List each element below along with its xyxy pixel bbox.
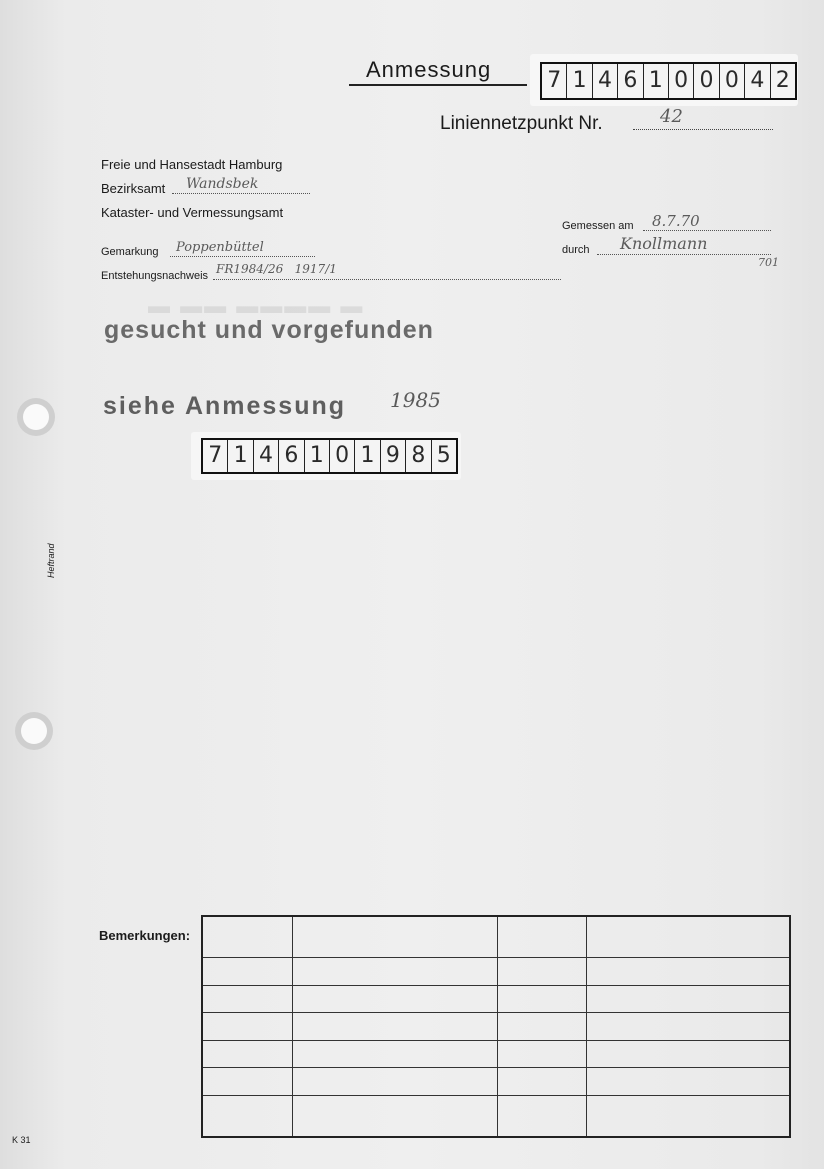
- gemessen-dotline: [643, 230, 771, 231]
- remarks-cell: [292, 1068, 497, 1096]
- remarks-cell: [586, 985, 790, 1013]
- remarks-cell: [497, 1068, 586, 1096]
- stamp-year: 1985: [390, 388, 441, 412]
- remarks-row: [202, 1040, 790, 1068]
- gemarkung-dotline: [170, 256, 315, 257]
- digit-cell: 4: [745, 64, 770, 98]
- remarks-row: [202, 1096, 790, 1137]
- digit-cell: 1: [355, 440, 380, 472]
- digit-cell: 4: [593, 64, 618, 98]
- durch-sub-value: 701: [758, 256, 779, 269]
- remarks-cell: [292, 1013, 497, 1041]
- punch-hole-top: [23, 404, 49, 430]
- remarks-cell: [586, 1096, 790, 1137]
- remarks-cell: [292, 985, 497, 1013]
- remarks-row: [202, 957, 790, 985]
- remarks-cell: [292, 916, 497, 957]
- digit-cell: 8: [406, 440, 431, 472]
- digit-cell: 4: [254, 440, 279, 472]
- digit-cell: 7: [542, 64, 567, 98]
- digit-cell: 6: [279, 440, 304, 472]
- form-code: K 31: [12, 1135, 31, 1145]
- remarks-cell: [202, 985, 292, 1013]
- remarks-cell: [202, 916, 292, 957]
- digit-cell: 1: [644, 64, 669, 98]
- digit-cell: 5: [436, 443, 451, 468]
- punch-hole-bottom: [21, 718, 47, 744]
- liniennetzpunkt-label: Liniennetzpunkt Nr.: [440, 113, 603, 134]
- stamp-gesucht: gesucht und vorgefunden: [104, 316, 434, 344]
- title-underline: [349, 84, 527, 86]
- remarks-cell: [292, 1040, 497, 1068]
- remarks-row: [202, 1068, 790, 1096]
- remarks-cell: [202, 1096, 292, 1137]
- authority-line1: Freie und Hansestadt Hamburg: [101, 157, 283, 172]
- durch-value: Knollmann: [620, 234, 708, 253]
- bemerkungen-label: Bemerkungen:: [99, 928, 191, 943]
- liniennetzpunkt-dotline: [633, 129, 773, 130]
- remarks-cell: [586, 1040, 790, 1068]
- digit-cell: 2: [775, 68, 790, 93]
- digit-cell: 0: [669, 64, 694, 98]
- stamp-siehe-anmessung: siehe Anmessung: [103, 392, 347, 420]
- digit-cell: 6: [618, 64, 643, 98]
- entstehung-label: Entstehungsnachweis: [101, 270, 209, 282]
- gemarkung-value: Poppenbüttel: [176, 240, 264, 255]
- entstehung-dotline: [213, 279, 561, 280]
- remarks-cell: [202, 1040, 292, 1068]
- digit-cell: 1: [228, 440, 253, 472]
- digit-cell: 1: [567, 64, 592, 98]
- remarks-cell: [497, 1096, 586, 1137]
- gemarkung-label: Gemarkung: [101, 246, 159, 258]
- digit-cell: 0: [694, 64, 719, 98]
- gemessen-value: 8.7.70: [652, 212, 700, 230]
- remarks-cell: [202, 957, 292, 985]
- remarks-row: [202, 1013, 790, 1041]
- anmessung-title: Anmessung: [366, 57, 492, 82]
- remarks-cell: [586, 916, 790, 957]
- remarks-row: [202, 985, 790, 1013]
- bleed-through-mark: ▬ ▬▬ ▬▬▬▬ ▬: [148, 293, 365, 318]
- digit-cell: 0: [720, 64, 745, 98]
- remarks-table: [201, 915, 791, 1138]
- digit-cell: 9: [381, 440, 406, 472]
- digit-cell: 1: [305, 440, 330, 472]
- remarks-cell: [497, 1040, 586, 1068]
- anmessung-number-box: [540, 62, 797, 100]
- entstehung-value: FR1984/26 1917/1: [216, 262, 337, 276]
- durch-label: durch: [562, 244, 590, 256]
- bezirksamt-dotline: [172, 193, 310, 194]
- durch-dotline: [597, 254, 771, 255]
- remarks-cell: [292, 957, 497, 985]
- digit-cell: 7: [203, 440, 228, 472]
- authority-line3: Kataster- und Vermessungsamt: [101, 205, 284, 220]
- remarks-cell: [497, 916, 586, 957]
- remarks-cell: [586, 957, 790, 985]
- bezirksamt-label: Bezirksamt: [101, 181, 166, 196]
- remarks-cell: [586, 1013, 790, 1041]
- remarks-cell: [497, 957, 586, 985]
- digit-cell: 0: [330, 440, 355, 472]
- remarks-cell: [292, 1096, 497, 1137]
- remarks-cell: [202, 1013, 292, 1041]
- gemessen-label: Gemessen am: [562, 220, 634, 232]
- remarks-cell: [497, 1013, 586, 1041]
- heftrand-label: Heftrand: [46, 543, 56, 578]
- liniennetzpunkt-value: 42: [660, 106, 683, 127]
- remarks-cell: [586, 1068, 790, 1096]
- ref-number-box: [201, 438, 458, 474]
- remarks-cell: [497, 985, 586, 1013]
- remarks-row: [202, 916, 790, 957]
- bezirksamt-value: Wandsbek: [186, 176, 259, 192]
- remarks-cell: [202, 1068, 292, 1096]
